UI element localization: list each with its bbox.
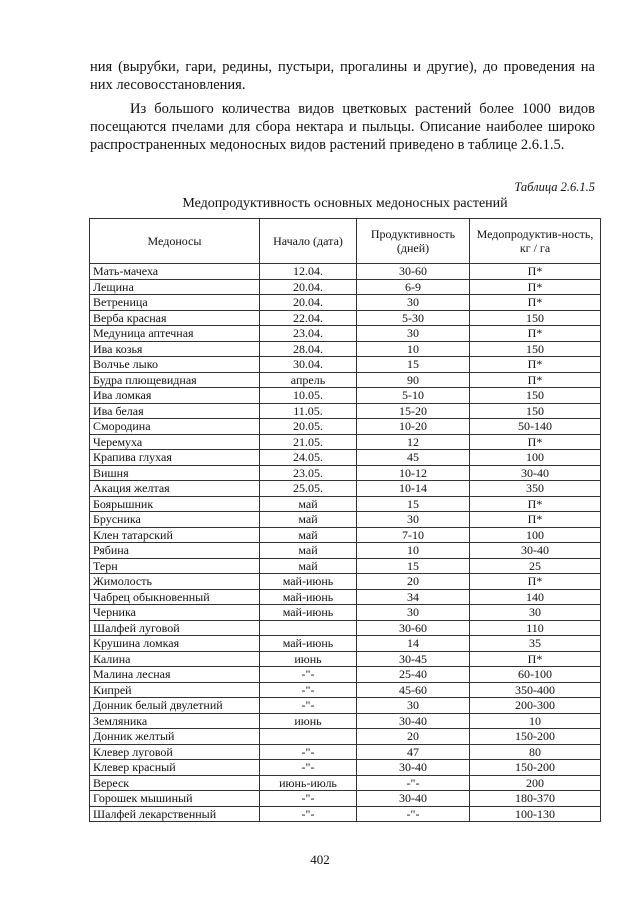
cell-start-date: 21.05. <box>260 434 357 450</box>
cell-honey-yield: 150 <box>470 403 601 419</box>
cell-start-date: май <box>260 558 357 574</box>
table-row <box>90 527 601 543</box>
cell-honey-yield: П* <box>470 326 601 342</box>
cell-honey-yield: П* <box>470 651 601 667</box>
cell-days: 10 <box>357 543 470 559</box>
cell-honey-yield: 150 <box>470 310 601 326</box>
cell-honey-yield: 50-140 <box>470 419 601 435</box>
table-row <box>90 372 601 388</box>
table-caption: Таблица 2.6.1.5 <box>514 180 595 194</box>
cell-plant: Ива ломкая <box>90 388 260 404</box>
cell-plant: Ива козья <box>90 341 260 357</box>
table-row <box>90 698 601 714</box>
header-productivity-days: Продуктивность (дней) <box>357 219 470 264</box>
cell-days: 15 <box>357 558 470 574</box>
cell-start-date: -"- <box>260 760 357 776</box>
cell-days: 90 <box>357 372 470 388</box>
cell-days: 10 <box>357 341 470 357</box>
header-plant: Медоносы <box>90 219 260 264</box>
cell-days: 20 <box>357 574 470 590</box>
cell-start-date: -"- <box>260 667 357 683</box>
cell-start-date: июнь-июль <box>260 775 357 791</box>
cell-plant: Смородина <box>90 419 260 435</box>
cell-plant: Клевер луговой <box>90 744 260 760</box>
cell-honey-yield: 80 <box>470 744 601 760</box>
cell-start-date: 10.05. <box>260 388 357 404</box>
cell-honey-yield: 10 <box>470 713 601 729</box>
cell-plant: Шалфей луговой <box>90 620 260 636</box>
table-row <box>90 729 601 745</box>
header-honey-yield: Медопродуктив-ность, кг / га <box>470 219 601 264</box>
cell-start-date: май-июнь <box>260 574 357 590</box>
honey-plants-table <box>89 218 601 822</box>
cell-honey-yield: 30-40 <box>470 465 601 481</box>
cell-plant: Акация желтая <box>90 481 260 497</box>
cell-honey-yield: 150-200 <box>470 729 601 745</box>
cell-days: 15 <box>357 357 470 373</box>
cell-start-date: 22.04. <box>260 310 357 326</box>
cell-days: 10-12 <box>357 465 470 481</box>
paragraph-continuation: ния (вырубки, гари, редины, пустыри, прогалины и другие), до проведения на них лесовосстановления. <box>90 59 595 93</box>
cell-honey-yield: П* <box>470 512 601 528</box>
cell-days: 10-14 <box>357 481 470 497</box>
cell-start-date: -"- <box>260 791 357 807</box>
cell-days: 6-9 <box>357 279 470 295</box>
cell-start-date: май <box>260 527 357 543</box>
cell-plant: Чабрец обыкновенный <box>90 589 260 605</box>
header-start-date: Начало (дата) <box>260 219 357 264</box>
cell-plant: Крапива глухая <box>90 450 260 466</box>
cell-plant: Боярышник <box>90 496 260 512</box>
cell-plant: Жимолость <box>90 574 260 590</box>
table-row <box>90 465 601 481</box>
cell-days: 15 <box>357 496 470 512</box>
page-number: 402 <box>310 852 330 867</box>
cell-start-date: 25.05. <box>260 481 357 497</box>
cell-start-date: -"- <box>260 698 357 714</box>
table-row <box>90 357 601 373</box>
cell-days: 30-45 <box>357 651 470 667</box>
cell-plant: Шалфей лекарственный <box>90 806 260 822</box>
cell-start-date: 24.05. <box>260 450 357 466</box>
cell-days: 47 <box>357 744 470 760</box>
cell-start-date: -"- <box>260 744 357 760</box>
cell-start-date: май <box>260 543 357 559</box>
cell-plant: Терн <box>90 558 260 574</box>
cell-days: 30 <box>357 326 470 342</box>
cell-honey-yield: 180-370 <box>470 791 601 807</box>
cell-plant: Мать-мачеха <box>90 264 260 280</box>
cell-days: 7-10 <box>357 527 470 543</box>
cell-plant: Черемуха <box>90 434 260 450</box>
table-row <box>90 651 601 667</box>
cell-honey-yield: 30 <box>470 605 601 621</box>
table-row <box>90 744 601 760</box>
table-row <box>90 682 601 698</box>
table-row <box>90 434 601 450</box>
table-row <box>90 341 601 357</box>
cell-start-date: 30.04. <box>260 357 357 373</box>
cell-plant: Донник желтый <box>90 729 260 745</box>
cell-days: -"- <box>357 806 470 822</box>
cell-start-date: 11.05. <box>260 403 357 419</box>
cell-plant: Медуница аптечная <box>90 326 260 342</box>
cell-plant: Клен татарский <box>90 527 260 543</box>
cell-plant: Черника <box>90 605 260 621</box>
cell-honey-yield: П* <box>470 295 601 311</box>
table-row <box>90 574 601 590</box>
cell-plant: Донник белый двулетний <box>90 698 260 714</box>
cell-plant: Горошек мышиный <box>90 791 260 807</box>
cell-honey-yield: 25 <box>470 558 601 574</box>
table-row <box>90 806 601 822</box>
cell-honey-yield: П* <box>470 434 601 450</box>
cell-start-date: июнь <box>260 713 357 729</box>
cell-days: 34 <box>357 589 470 605</box>
cell-plant: Верба красная <box>90 310 260 326</box>
cell-days: 30 <box>357 698 470 714</box>
cell-honey-yield: 150 <box>470 388 601 404</box>
table-row <box>90 760 601 776</box>
cell-start-date: 12.04. <box>260 264 357 280</box>
paragraph-intro: Из большого количества видов цветковых растений более 1000 видов посещаются пчелами для сбора нектара и пыльцы. Описание наиболее широко распространенных медоносных видов растений приведено в таблице 2.6.1.5. <box>90 101 595 153</box>
cell-honey-yield: П* <box>470 279 601 295</box>
table-row <box>90 496 601 512</box>
cell-days: 30 <box>357 295 470 311</box>
table-row <box>90 636 601 652</box>
cell-start-date: 20.04. <box>260 279 357 295</box>
cell-start-date: май <box>260 512 357 528</box>
cell-plant: Земляника <box>90 713 260 729</box>
cell-start-date <box>260 729 357 745</box>
cell-honey-yield: 100 <box>470 527 601 543</box>
cell-days: 20 <box>357 729 470 745</box>
cell-honey-yield: 100 <box>470 450 601 466</box>
cell-start-date: 23.05. <box>260 465 357 481</box>
table-body <box>90 264 601 822</box>
cell-honey-yield: 60-100 <box>470 667 601 683</box>
table-row <box>90 775 601 791</box>
table-title: Медопродуктивность основных медоносных растений <box>182 196 508 211</box>
cell-days: 5-10 <box>357 388 470 404</box>
cell-plant: Вишня <box>90 465 260 481</box>
cell-plant: Кипрей <box>90 682 260 698</box>
cell-days: 30-40 <box>357 791 470 807</box>
cell-honey-yield: П* <box>470 496 601 512</box>
cell-days: 25-40 <box>357 667 470 683</box>
cell-start-date <box>260 620 357 636</box>
cell-days: 30-60 <box>357 620 470 636</box>
table-row <box>90 403 601 419</box>
cell-start-date: май-июнь <box>260 589 357 605</box>
cell-start-date: май-июнь <box>260 605 357 621</box>
cell-plant: Вереск <box>90 775 260 791</box>
cell-days: 30 <box>357 512 470 528</box>
cell-days: 10-20 <box>357 419 470 435</box>
cell-days: 5-30 <box>357 310 470 326</box>
cell-plant: Будра плющевидная <box>90 372 260 388</box>
cell-honey-yield: П* <box>470 372 601 388</box>
cell-honey-yield: 110 <box>470 620 601 636</box>
table-row <box>90 264 601 280</box>
cell-days: 14 <box>357 636 470 652</box>
cell-days: 45-60 <box>357 682 470 698</box>
cell-start-date: 20.04. <box>260 295 357 311</box>
cell-start-date: 20.05. <box>260 419 357 435</box>
table-row <box>90 326 601 342</box>
cell-days: 15-20 <box>357 403 470 419</box>
cell-start-date: -"- <box>260 682 357 698</box>
cell-honey-yield: 35 <box>470 636 601 652</box>
table-row <box>90 419 601 435</box>
cell-days: -"- <box>357 775 470 791</box>
table-row <box>90 713 601 729</box>
table-row <box>90 388 601 404</box>
cell-days: 30-60 <box>357 264 470 280</box>
cell-start-date: май-июнь <box>260 636 357 652</box>
cell-days: 45 <box>357 450 470 466</box>
cell-days: 12 <box>357 434 470 450</box>
cell-start-date: апрель <box>260 372 357 388</box>
table-row <box>90 450 601 466</box>
cell-start-date: -"- <box>260 806 357 822</box>
cell-plant: Ива белая <box>90 403 260 419</box>
table-row <box>90 558 601 574</box>
table-row <box>90 512 601 528</box>
table-header-row <box>90 219 601 264</box>
table-row <box>90 791 601 807</box>
cell-start-date: июнь <box>260 651 357 667</box>
cell-plant: Лещина <box>90 279 260 295</box>
table-row <box>90 589 601 605</box>
cell-honey-yield: 140 <box>470 589 601 605</box>
cell-honey-yield: 30-40 <box>470 543 601 559</box>
table-row <box>90 543 601 559</box>
cell-start-date: 23.04. <box>260 326 357 342</box>
cell-days: 30 <box>357 605 470 621</box>
table-row <box>90 295 601 311</box>
cell-honey-yield: П* <box>470 264 601 280</box>
cell-plant: Калина <box>90 651 260 667</box>
cell-honey-yield: 150-200 <box>470 760 601 776</box>
table-row <box>90 667 601 683</box>
cell-honey-yield: 150 <box>470 341 601 357</box>
table-row <box>90 481 601 497</box>
cell-plant: Малина лесная <box>90 667 260 683</box>
cell-honey-yield: 200 <box>470 775 601 791</box>
cell-plant: Брусника <box>90 512 260 528</box>
cell-days: 30-40 <box>357 760 470 776</box>
cell-honey-yield: 100-130 <box>470 806 601 822</box>
cell-honey-yield: 200-300 <box>470 698 601 714</box>
cell-honey-yield: 350 <box>470 481 601 497</box>
cell-start-date: май <box>260 496 357 512</box>
cell-plant: Волчье лыко <box>90 357 260 373</box>
cell-plant: Ветреница <box>90 295 260 311</box>
cell-start-date: 28.04. <box>260 341 357 357</box>
cell-days: 30-40 <box>357 713 470 729</box>
cell-honey-yield: П* <box>470 574 601 590</box>
table-row <box>90 310 601 326</box>
table-row <box>90 605 601 621</box>
cell-plant: Крушина ломкая <box>90 636 260 652</box>
cell-honey-yield: 350-400 <box>470 682 601 698</box>
cell-plant: Рябина <box>90 543 260 559</box>
table-row <box>90 279 601 295</box>
cell-honey-yield: П* <box>470 357 601 373</box>
table-row <box>90 620 601 636</box>
cell-plant: Клевер красный <box>90 760 260 776</box>
